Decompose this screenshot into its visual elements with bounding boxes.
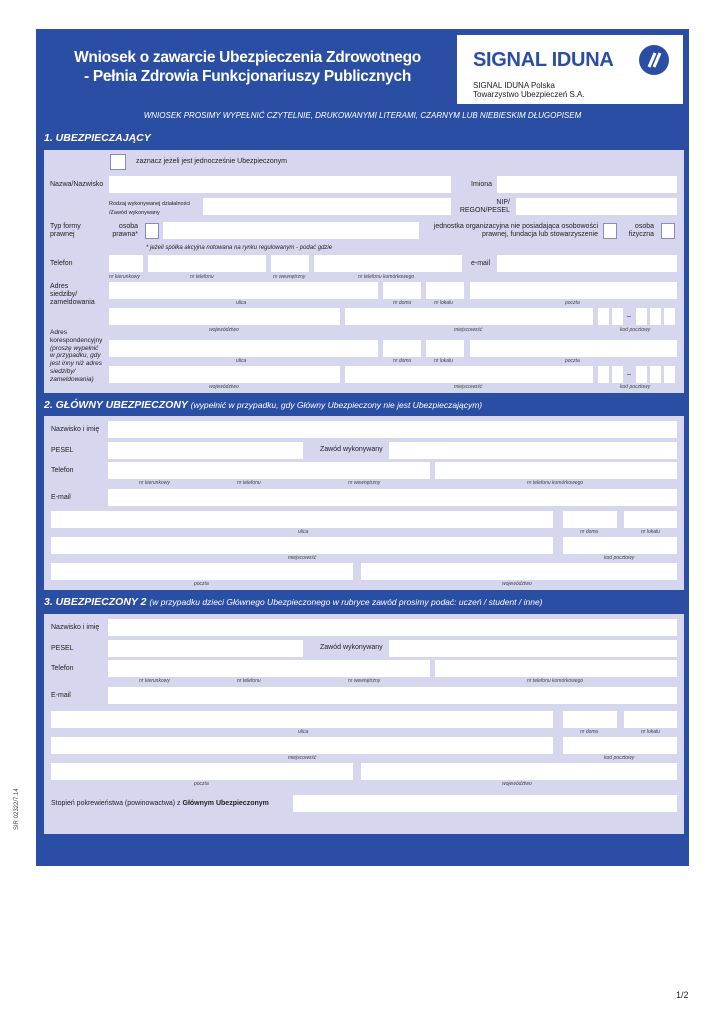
corr-zip-digit2[interactable] (612, 366, 623, 383)
same-as-insured-checkbox[interactable] (110, 154, 126, 170)
fill-instruction: WNIOSEK PROSIMY WYPEŁNIĆ CZYTELNIE, DRUKOWANYMI LITERAMI, CZARNYM LUB NIEBIESKIM DŁUGOPISEM (143, 111, 582, 120)
legal-form-label: Typ formy prawnej (50, 223, 81, 238)
s2-town-field[interactable] (51, 537, 553, 554)
s2-flat-field[interactable] (624, 511, 677, 528)
s3-email-field[interactable] (108, 687, 677, 704)
first-names-field[interactable] (497, 176, 677, 193)
seat-post-field[interactable] (470, 282, 677, 299)
s3-name-label: Nazwisko i imię (51, 624, 100, 631)
area-code-caption: nr kierunkowy (139, 480, 170, 486)
area-code-caption: nr kierunkowy (139, 678, 170, 684)
town-caption: miejscowość (288, 555, 317, 561)
section1-title: 1. UBEZPIECZAJĄCY (44, 132, 151, 144)
street-caption: ulica (236, 358, 247, 364)
corr-house-field[interactable] (383, 340, 421, 357)
natural-person-label: osoba fizyczna (628, 223, 654, 238)
name-field[interactable] (109, 176, 451, 193)
house-caption: nr domu (580, 729, 599, 735)
s2-pesel-field[interactable] (108, 442, 303, 459)
s3-phone-field[interactable] (108, 660, 430, 677)
seat-zip-digit3[interactable] (636, 308, 647, 325)
flat-caption: nr lokalu (434, 358, 453, 364)
area-code-field[interactable] (109, 255, 143, 272)
zip-dash: – (627, 313, 631, 320)
legal-person-label: osoba prawna* (112, 223, 138, 238)
s3-name-field[interactable] (108, 619, 677, 636)
corr-zip-digit5[interactable] (664, 366, 675, 383)
corr-town-field[interactable] (345, 366, 593, 383)
seat-town-field[interactable] (345, 308, 593, 325)
area-code-caption: nr kierunkowy (109, 274, 140, 280)
seat-address-label: Adres siedziby/ zameldowania (50, 283, 95, 306)
post-caption: poczta (194, 781, 209, 787)
zip-caption: kod pocztowy (620, 384, 651, 390)
zip-dash: – (627, 371, 631, 378)
s2-mobile-field[interactable] (435, 462, 677, 479)
s3-zip-field[interactable] (563, 737, 677, 754)
corr-flat-field[interactable] (426, 340, 464, 357)
post-caption: poczta (565, 358, 580, 364)
seat-zip-digit4[interactable] (650, 308, 661, 325)
first-names-label: Imiona (471, 181, 493, 188)
extension-caption: nr wewnętrzny (273, 274, 306, 280)
street-caption: ulica (298, 529, 309, 535)
phone-caption: nr telefonu (237, 480, 261, 486)
mobile-caption: nr telefonu komórkowego (527, 678, 584, 684)
s3-pesel-label: PESEL (51, 645, 74, 652)
mobile-field[interactable] (314, 255, 462, 272)
seat-zip-digit1[interactable] (598, 308, 609, 325)
s2-post-field[interactable] (51, 563, 353, 580)
flat-caption: nr lokalu (434, 300, 453, 306)
flat-caption: nr lokalu (641, 729, 660, 735)
phone-field[interactable] (148, 255, 266, 272)
organization-label: jednostka organizacyjna nie posiadająca osobowości prawnej, fundacja lub stowarzyszenie (433, 223, 598, 238)
voivodeship-caption: województwo (502, 781, 532, 787)
nip-label: NIP/ REGON/PESEL (459, 199, 510, 214)
nip-field[interactable] (516, 198, 677, 215)
house-caption: nr domu (393, 358, 412, 364)
brand-box (457, 35, 683, 104)
town-caption: miejscowość (288, 755, 317, 761)
corr-post-field[interactable] (470, 340, 677, 357)
name-label: Nazwa/Nazwisko (50, 181, 104, 188)
s2-job-label: Zawód wykonywany (320, 446, 383, 453)
form-title-line2: - Pełnia Zdrowia Funkcjonariuszy Publicznych (83, 68, 411, 85)
seat-flat-field[interactable] (426, 282, 464, 299)
legal-person-field[interactable] (163, 222, 419, 239)
s2-name-label: Nazwisko i imię (51, 426, 100, 433)
seat-house-field[interactable] (383, 282, 421, 299)
phone-caption: nr telefonu (237, 678, 261, 684)
s2-email-label: E-mail (51, 494, 71, 501)
natural-person-checkbox[interactable] (661, 223, 675, 239)
s2-voivodeship-field[interactable] (361, 563, 677, 580)
section3-title: 3. UBEZPIECZONY 2 (w przypadku dzieci Głównego Ubezpieczonego w rubryce zawód prosimy podać: uczeń / student / inne) (44, 596, 543, 608)
phone-caption: nr telefonu (190, 274, 214, 280)
email-field[interactable] (497, 255, 677, 272)
extension-caption: nr wewnętrzny (348, 480, 381, 486)
post-caption: poczta (194, 581, 209, 587)
s2-street-field[interactable] (51, 511, 553, 528)
town-caption: miejscowość (454, 384, 483, 390)
street-caption: ulica (236, 300, 247, 306)
post-caption: poczta (565, 300, 580, 306)
s3-house-field[interactable] (563, 711, 617, 728)
voivodeship-caption: województwo (209, 384, 239, 390)
s2-zip-field[interactable] (563, 537, 677, 554)
section2-title: 2. GŁÓWNY UBEZPIECZONY (wypełnić w przypadku, gdy Główny Ubezpieczony nie jest Ubezpieczającym) (44, 399, 483, 411)
town-caption: miejscowość (454, 327, 483, 333)
s3-town-field[interactable] (51, 737, 553, 754)
house-caption: nr domu (580, 529, 599, 535)
street-caption: ulica (298, 729, 309, 735)
flat-caption: nr lokalu (641, 529, 660, 535)
page-number: 1/2 (676, 990, 689, 1000)
s3-post-field[interactable] (51, 763, 353, 780)
same-as-insured-label: zaznacz jeżeli jest jednocześnie Ubezpieczonym (136, 158, 287, 165)
corr-zip-digit1[interactable] (598, 366, 609, 383)
legal-person-checkbox[interactable] (145, 223, 159, 239)
seat-street-field[interactable] (109, 282, 378, 299)
extension-field[interactable] (271, 255, 309, 272)
s3-flat-field[interactable] (624, 711, 677, 728)
email-label: e-mail (471, 260, 491, 267)
zip-caption: kod pocztowy (604, 555, 635, 561)
activity-label: Rodzaj wykonywanej działalności /Zawód wykonywany (109, 201, 191, 216)
seat-zip-digit2[interactable] (612, 308, 623, 325)
extension-caption: nr wewnętrzny (348, 678, 381, 684)
s2-house-field[interactable] (563, 511, 617, 528)
relation-label: Stopień pokrewieństwa (powinowactwa) z Głównym Ubezpieczonym (51, 800, 269, 807)
s2-name-field[interactable] (108, 421, 677, 438)
form-code: SIR 02322/7.14 (14, 788, 20, 830)
brand-logo-icon (639, 45, 669, 75)
activity-field[interactable] (203, 198, 451, 215)
correspondence-address-label: Adres korespondencyjny (proszę wypełnić w przypadku, gdy jest inny niż adres siedziby/ zameldowania) (50, 329, 103, 383)
s3-pesel-field[interactable] (108, 640, 303, 657)
zip-caption: kod pocztowy (620, 327, 651, 333)
house-caption: nr domu (393, 300, 412, 306)
organization-checkbox[interactable] (603, 223, 617, 239)
seat-voivodeship-field[interactable] (109, 308, 340, 325)
brand-name: SIGNAL IDUNA (473, 49, 614, 71)
s3-voivodeship-field[interactable] (361, 763, 677, 780)
corr-zip-digit3[interactable] (636, 366, 647, 383)
corr-zip-digit4[interactable] (650, 366, 661, 383)
s3-mobile-field[interactable] (435, 660, 677, 677)
brand-company-line1: SIGNAL IDUNA Polska (473, 81, 555, 90)
mobile-caption: nr telefonu komórkowego (358, 274, 415, 280)
s3-street-field[interactable] (51, 711, 553, 728)
legal-footnote: * jeżeli spółka akcyjna notowana na rynku regulowanym - podać gdzie (146, 245, 333, 251)
mobile-caption: nr telefonu komórkowego (527, 480, 584, 486)
voivodeship-caption: województwo (502, 581, 532, 587)
brand-company-line2: Towarzystwo Ubezpieczeń S.A. (473, 90, 585, 99)
voivodeship-caption: województwo (209, 327, 239, 333)
s2-phone-field[interactable] (108, 462, 430, 479)
seat-zip-digit5[interactable] (664, 308, 675, 325)
s3-job-field[interactable] (389, 640, 677, 657)
s2-phone-label: Telefon (51, 467, 74, 474)
s2-job-field[interactable] (389, 442, 677, 459)
s2-pesel-label: PESEL (51, 447, 74, 454)
form-title-line1: Wniosek o zawarcie Ubezpieczenia Zdrowotnego (74, 49, 421, 66)
relation-field[interactable] (293, 795, 677, 812)
s3-phone-label: Telefon (51, 665, 74, 672)
zip-caption: kod pocztowy (604, 755, 635, 761)
phone-label: Telefon (50, 260, 73, 267)
corr-voivodeship-field[interactable] (109, 366, 340, 383)
form-header (43, 35, 452, 104)
corr-street-field[interactable] (109, 340, 378, 357)
s2-email-field[interactable] (108, 489, 677, 506)
s3-email-label: E-mail (51, 692, 71, 699)
s3-job-label: Zawód wykonywany (320, 644, 383, 651)
